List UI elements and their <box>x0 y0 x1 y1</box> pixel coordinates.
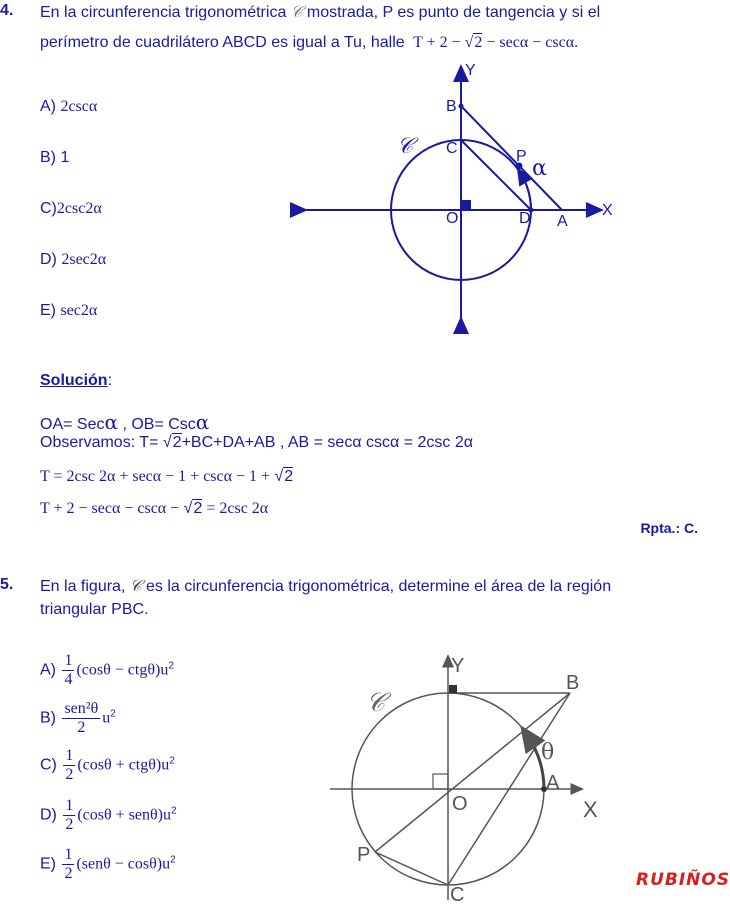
exponent: 2 <box>110 708 116 720</box>
alpha: α <box>195 410 210 434</box>
stmt-text: En la circunferencia trigonométrica <box>40 4 287 21</box>
option-label: C) <box>40 200 57 217</box>
option-body: (cosθ − ctgθ)u <box>76 661 169 679</box>
label-O-5: O <box>452 793 468 815</box>
option-label: D) <box>40 251 57 268</box>
sol-text: Observamos: T= <box>40 434 159 451</box>
colon: : <box>107 372 113 389</box>
sol-text: T = 2csc 2α + secα − 1 + cscα − 1 + <box>40 468 271 485</box>
numerator: 1 <box>64 846 73 863</box>
denominator: 4 <box>64 671 73 688</box>
sol-text: T + 2 − secα − cscα − <box>40 500 180 517</box>
label-P-5: P <box>357 844 371 866</box>
denominator: 2 <box>77 719 86 736</box>
label-x-5: X <box>583 797 598 822</box>
sol-text: = 2csc 2α <box>202 500 269 517</box>
sqrt-arg: 2 <box>193 500 203 517</box>
exponent: 2 <box>171 805 177 817</box>
sol-text: OA= Sec <box>40 416 105 433</box>
numerator: sen²θ <box>64 700 99 717</box>
square-mark-top <box>449 685 457 693</box>
solution-line-4: T + 2 − secα − cscα − √2 = 2csc 2α <box>40 500 269 517</box>
sol-text: , OB= Csc <box>118 416 196 433</box>
label-y-5: Y <box>451 655 465 677</box>
right-angle-mark-5 <box>433 774 448 789</box>
option-label: A) <box>40 98 56 115</box>
label-A-5: A <box>546 772 560 794</box>
circle-symbol: 𝒞 <box>129 576 142 595</box>
label-C-5: C <box>450 884 465 906</box>
option-label: B) <box>40 709 56 727</box>
segment-PB <box>375 693 570 852</box>
option-body: (senθ − cosθ)u <box>76 855 171 873</box>
option-text: 2csc2α <box>56 200 102 217</box>
option-body: u <box>102 709 111 727</box>
sqrt-arg: 2 <box>474 34 483 51</box>
label-C: C <box>446 140 458 157</box>
target-expression: T + 2 − √2 − secα − cscα. <box>413 34 579 51</box>
option-text: 2cscα <box>60 98 98 115</box>
label-D: D <box>519 210 531 227</box>
exponent: 2 <box>168 660 174 672</box>
label-x: X <box>602 202 613 219</box>
option-label: E) <box>40 855 56 873</box>
segment-PC <box>375 852 448 885</box>
stmt-text: perímetro de cuadrilátero ABCD es igual a Tu, halle <box>40 34 405 51</box>
label-circle: 𝒞 <box>397 134 414 159</box>
label-theta: θ <box>541 740 555 765</box>
option-label: A) <box>40 661 56 679</box>
label-y: Y <box>465 62 476 79</box>
label-B-5: B <box>566 672 580 694</box>
numerator: 1 <box>65 747 74 764</box>
stmt-text: mostrada, P es punto de tangencia y si el <box>306 4 601 21</box>
label-O: O <box>446 210 459 227</box>
denominator: 2 <box>65 766 74 783</box>
answer: Rpta.: C. <box>640 520 698 536</box>
option-label: B) <box>40 149 56 166</box>
option-label: D) <box>40 806 57 824</box>
numerator: 1 <box>65 797 74 814</box>
problem-5-number: 5. <box>0 576 14 593</box>
option-text: 2sec2α <box>61 251 107 268</box>
expr-part: T + 2 − <box>413 34 465 51</box>
sqrt-arg: 2 <box>172 434 182 451</box>
solution-title: Solución <box>40 372 108 389</box>
label-B: B <box>446 98 457 115</box>
numerator: 1 <box>64 652 73 669</box>
sol-text: +BC+DA+AB , AB = secα cscα = 2csc 2α <box>181 434 473 451</box>
exponent: 2 <box>169 755 175 767</box>
solution-line-3: T = 2csc 2α + secα − 1 + cscα − 1 + √2 <box>40 468 294 485</box>
circle-symbol: 𝒞 <box>290 2 303 21</box>
solution-line-2: Observamos: T= √2+BC+DA+AB , AB = secα cscα = 2csc 2α <box>40 434 473 451</box>
option-label: E) <box>40 302 56 319</box>
option-body: (cosθ + ctgθ)u <box>77 756 170 774</box>
label-A: A <box>557 213 568 230</box>
denominator: 2 <box>64 865 73 882</box>
sqrt-arg: 2 <box>284 468 294 485</box>
problem-5-statement-line2: triangular PBC. <box>40 601 149 618</box>
alpha: α <box>104 410 118 434</box>
option-text: 1 <box>60 149 70 166</box>
exponent: 2 <box>170 854 176 866</box>
option-label: C) <box>40 756 57 774</box>
problem-4-number: 4. <box>0 2 14 19</box>
option-text: sec2α <box>60 302 98 319</box>
stmt-text: es la circunferencia trigonométrica, determine el área de la región <box>145 578 612 595</box>
denominator: 2 <box>65 816 74 833</box>
option-body: (cosθ + senθ)u <box>77 806 172 824</box>
label-P: P <box>516 148 527 165</box>
label-circle-5: 𝒞 <box>366 688 385 718</box>
label-alpha: α <box>532 156 547 181</box>
expr-part: − secα − cscα <box>482 34 575 51</box>
rubinos-logo: RUBIÑOS <box>636 870 730 890</box>
stmt-text: En la figura, <box>40 578 126 595</box>
